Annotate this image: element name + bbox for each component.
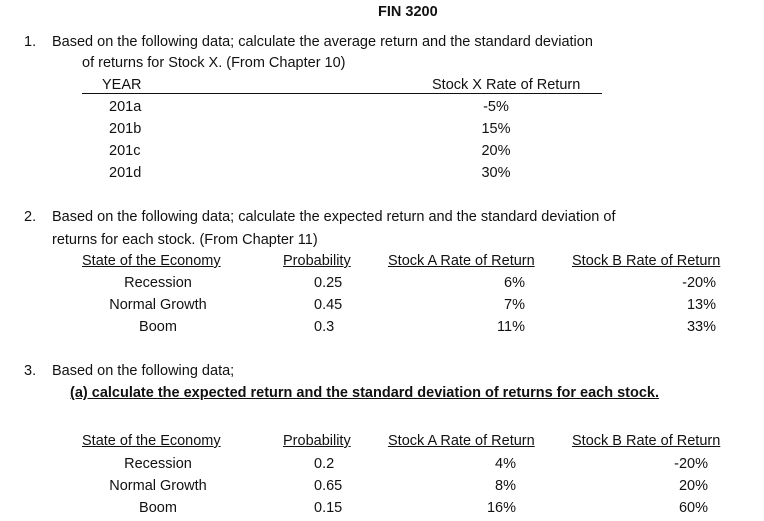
q2-header-stock-a: Stock A Rate of Return <box>388 253 535 269</box>
q3-header-stock-b: Stock B Rate of Return <box>572 433 721 449</box>
table-cell: Normal Growth <box>109 478 207 494</box>
table-cell: 0.15 <box>314 500 343 516</box>
table-cell: 20% <box>678 478 708 494</box>
q2-text-line1: Based on the following data; calculate the expected return and the standard deviation of <box>52 209 616 225</box>
q2-header-stock-b: Stock B Rate of Return <box>572 253 721 269</box>
table-cell: 0.2 <box>314 456 335 472</box>
table-cell: 201b <box>109 121 142 137</box>
table-cell: 60% <box>678 500 708 516</box>
table-cell: Boom <box>139 500 177 516</box>
table-cell: 4% <box>495 456 516 472</box>
q1-header-year: YEAR <box>102 77 142 93</box>
table-cell: -5% <box>483 99 509 115</box>
table-cell: 33% <box>686 319 716 335</box>
table-cell: Recession <box>124 456 192 472</box>
table-cell: 8% <box>495 478 516 494</box>
table-cell: 201a <box>109 99 142 115</box>
q2-number: 2. <box>24 209 37 225</box>
table-cell: 30% <box>481 165 511 181</box>
table-cell: -20% <box>682 275 716 291</box>
table-cell: Boom <box>139 319 177 335</box>
table-cell: -20% <box>674 456 708 472</box>
q1-header-rule <box>82 93 602 94</box>
table-cell: 20% <box>481 143 511 159</box>
q3-header-prob: Probability <box>283 433 351 449</box>
page-title: FIN 3200 <box>378 4 438 20</box>
table-cell: 13% <box>686 297 716 313</box>
table-cell: 0.65 <box>314 478 343 494</box>
q1-header-return: Stock X Rate of Return <box>432 77 581 93</box>
table-cell: 0.3 <box>314 319 335 335</box>
table-cell: 201c <box>109 143 141 159</box>
q2-header-state: State of the Economy <box>82 253 221 269</box>
q2-header-prob: Probability <box>283 253 351 269</box>
q1-number: 1. <box>24 34 37 50</box>
table-cell: Recession <box>124 275 192 291</box>
table-cell: 0.45 <box>314 297 343 313</box>
q3-text-line1: Based on the following data; <box>52 363 235 379</box>
q3-header-state: State of the Economy <box>82 433 221 449</box>
table-cell: 11% <box>497 319 525 335</box>
table-cell: 6% <box>504 275 525 291</box>
q1-text-line1: Based on the following data; calculate the average return and the standard deviation <box>52 34 593 50</box>
q3-part-a: (a) calculate the expected return and the standard deviation of returns for each stock. <box>70 385 660 401</box>
table-cell: 16% <box>486 500 516 516</box>
q3-number: 3. <box>24 363 37 379</box>
table-cell: 7% <box>504 297 525 313</box>
q3-header-stock-a: Stock A Rate of Return <box>388 433 535 449</box>
table-cell: 201d <box>109 165 142 181</box>
q1-text-line2: of returns for Stock X. (From Chapter 10) <box>82 55 346 71</box>
table-cell: Normal Growth <box>109 297 207 313</box>
table-cell: 0.25 <box>314 275 343 291</box>
table-cell: 15% <box>481 121 511 137</box>
q2-text-line2: returns for each stock. (From Chapter 11) <box>52 232 318 248</box>
